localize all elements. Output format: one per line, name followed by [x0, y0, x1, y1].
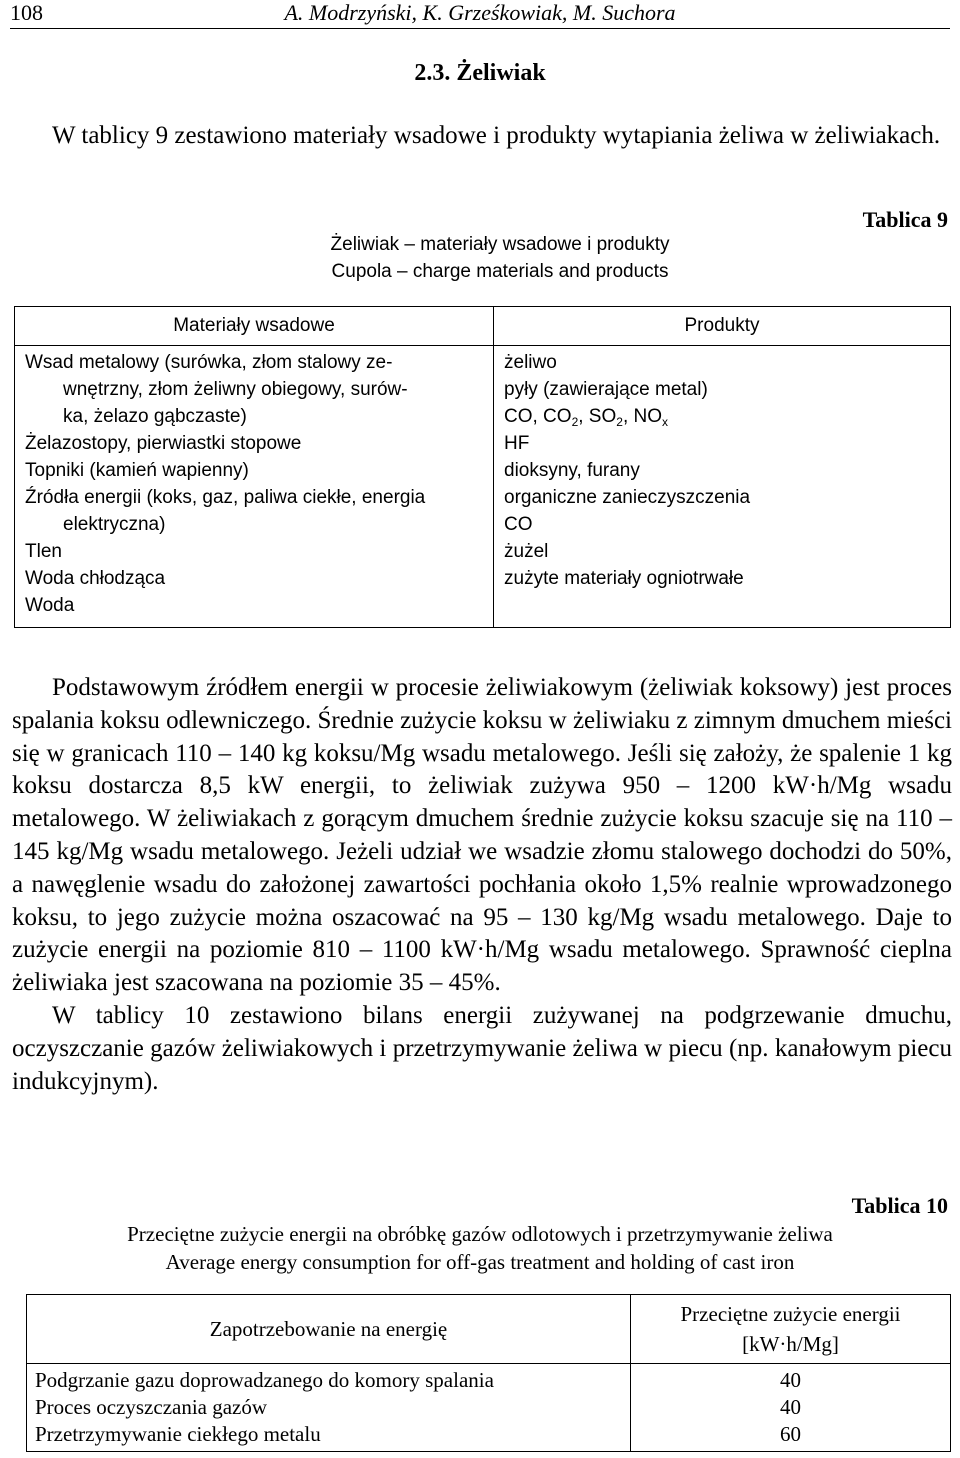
output-item: CO	[504, 514, 533, 535]
body-text	[12, 672, 952, 1098]
table9-number: Tablica 9	[862, 207, 948, 232]
table10-row-value: 60	[780, 1422, 801, 1446]
table10-row-value: 40	[780, 1368, 801, 1392]
output-item: organiczne zanieczyszczenia	[504, 487, 751, 508]
header-rule	[10, 28, 950, 29]
output-item: pyły (zawierające metal)	[504, 379, 708, 400]
table9	[14, 306, 951, 628]
table10	[26, 1294, 951, 1452]
table10-row-label: Przetrzymywanie ciekłego metalu	[35, 1422, 321, 1446]
body-paragraph: W tablicy 10 zestawiono bilans energii zużywanej na podgrzewanie dmuchu, oczyszczanie gazów żeliwiakowych i przetrzymywanie żeliwa w piecu (np. kanałowym piecu indukcyjnym).	[12, 1001, 952, 1095]
output-item: HF	[504, 433, 530, 454]
input-item: Wsad metalowy (surówka, złom stalowy ze-	[25, 352, 393, 373]
input-item: Topniki (kamień wapienny)	[25, 460, 249, 481]
table9-inputs-cell	[15, 346, 494, 628]
table9-caption-en: Cupola – charge materials and products	[331, 261, 669, 282]
input-item: Żelazostopy, pierwiastki stopowe	[25, 433, 302, 454]
input-item-cont: elektryczna)	[63, 514, 166, 535]
table9-outputs-cell	[494, 346, 951, 628]
output-item: żeliwo	[504, 352, 557, 373]
table10-header-average: Przeciętne zużycie energii [kW·h/Mg]	[631, 1295, 951, 1364]
output-item: zużyte materiały ogniotrwałe	[504, 568, 744, 589]
input-item: Woda	[25, 595, 75, 616]
input-item: Woda chłodząca	[25, 568, 166, 589]
output-item: dioksyny, furany	[504, 460, 640, 481]
page-number: 108	[10, 0, 43, 25]
table10-labels-cell	[27, 1364, 631, 1452]
table10-row-value: 40	[780, 1395, 801, 1419]
output-item: żużel	[504, 541, 549, 562]
input-item: Źródła energii (koks, gaz, paliwa ciekłe, energia	[25, 487, 426, 508]
table10-values-cell	[631, 1364, 951, 1452]
running-header-authors: A. Modrzyński, K. Grześkowiak, M. Suchora	[284, 0, 676, 25]
table10-caption-pl: Przeciętne zużycie energii na obróbkę gazów odlotowych i przetrzymywanie żeliwa	[127, 1222, 833, 1246]
table10-caption-en: Average energy consumption for off-gas treatment and holding of cast iron	[165, 1250, 795, 1274]
output-item-gases: CO, $CO_2$, $SO_2$, $NO_x$	[504, 406, 669, 429]
table10-header-demand: Zapotrzebowanie na energię	[27, 1295, 631, 1364]
input-item-cont: ka, żelazo gąbczaste)	[63, 406, 247, 427]
intro-paragraph: W tablicy 9 zestawiono materiały wsadowe i produkty wytapiania żeliwa w żeliwiakach.	[52, 122, 941, 149]
table9-caption-pl: Żeliwiak – materiały wsadowe i produkty	[330, 234, 670, 255]
table10-row-label: Podgrzanie gazu doprowadzanego do komory spalania	[35, 1368, 494, 1392]
table10-number: Tablica 10	[851, 1193, 948, 1218]
section-title: 2.3. Żeliwiak	[414, 60, 546, 86]
body-paragraph: Podstawowym źródłem energii w procesie żeliwiakowym (żeliwiak koksowy) jest proces spalania koksu odlewniczego. Średnie zużycie koksu w żeliwiaku z zimnym dmuchem mieści się w granicach 110 – 140 kg koksu/Mg wsadu metalowego. Jeśli się założy, że spalenie 1 kg koksu dostarcza 8,5 kW energii, to żeliwiak zużywa 950 – 1200 kW·h/Mg wsadu metalowego. W żeliwiakach z gorącym dmuchem średnie zużycie koksu szacuje się na 110 – 145 kg/Mg wsadu metalowego. Jeżeli udział we wsadzie złomu stalowego dochodzi do 50%, a nawęglenie wsadu do założonej zawartości pochłania około 1,5% realnie wprowadzonego koksu, to jego zużycie można oszacować na 95 – 130 kg/Mg wsadu metalowego. Daje to zużycie energii na poziomie 810 – 1100 kW·h/Mg wsadu metalowego. Sprawność cieplna żeliwiaka jest szacowana na poziomie 35 – 45%.	[12, 674, 953, 997]
input-item-cont: wnętrzny, złom żeliwny obiegowy, surów-	[63, 379, 408, 400]
table10-row-label: Proces oczyszczania gazów	[35, 1395, 268, 1419]
table9-header-inputs: Materiały wsadowe	[15, 307, 494, 346]
input-item: Tlen	[25, 541, 62, 562]
table9-header-outputs: Produkty	[494, 307, 951, 346]
